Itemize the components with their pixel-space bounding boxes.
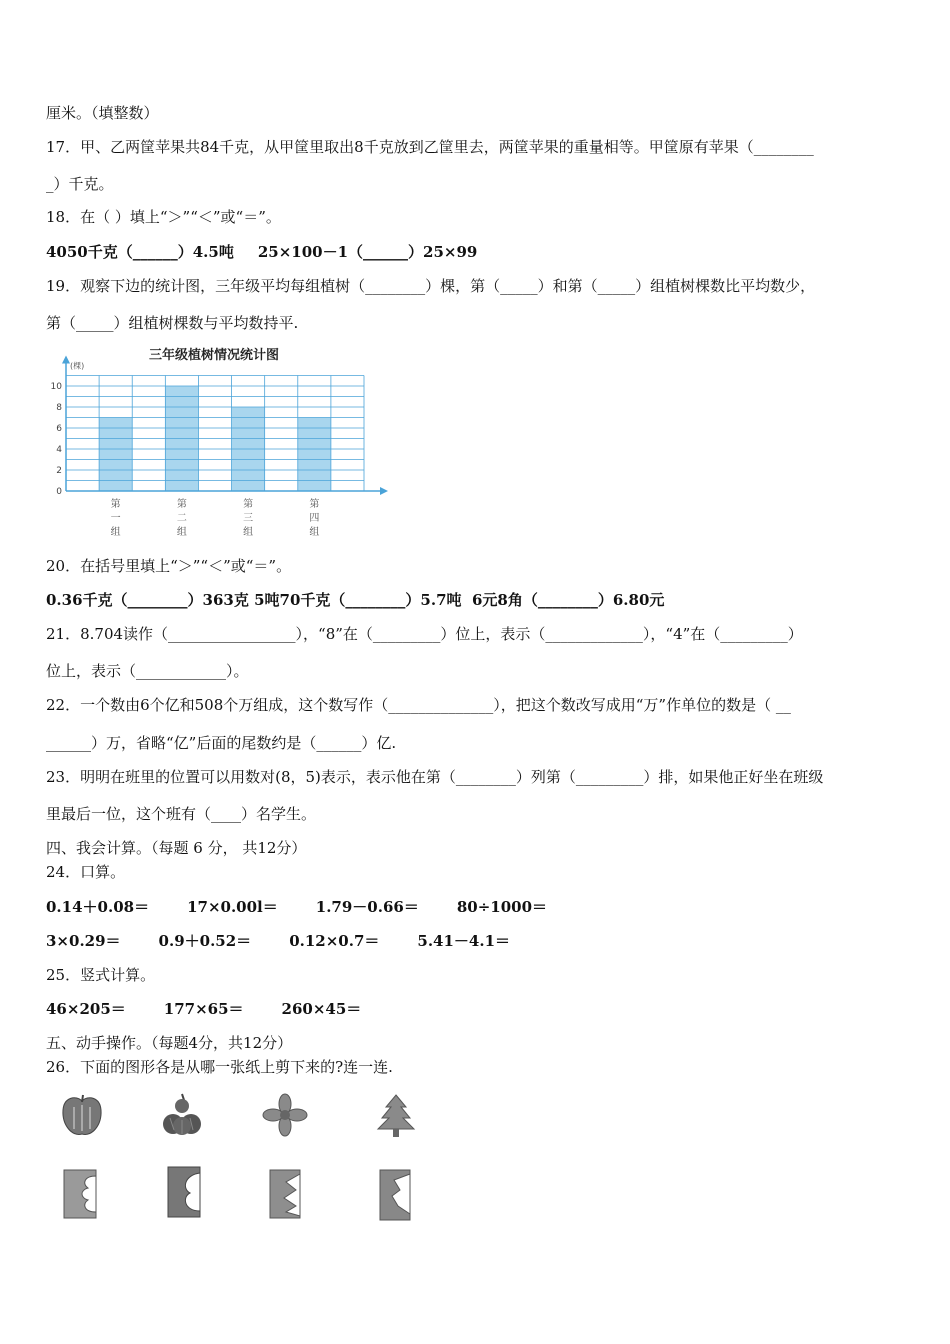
y-tick-label: 4 [56, 445, 62, 455]
tree-planting-chart [44, 343, 394, 538]
question-20-items [46, 590, 664, 610]
calc-2-3: 0.12×0.7＝ [289, 932, 380, 950]
calc-3-3: 260×45＝ [281, 1000, 362, 1018]
question-23-cont: 里最后一位，这个班有（____）名学生。 [46, 805, 317, 823]
bar-1 [99, 418, 132, 492]
calc-2-2: 0.9＋0.52＝ [158, 932, 252, 950]
y-axis-label: (棵) [70, 361, 85, 371]
flower-icon [262, 1093, 308, 1137]
paper-cutout-1 [62, 1168, 98, 1220]
calc-3-1: 46×205＝ [46, 1000, 126, 1018]
question-25: 25．竖式计算。 [46, 966, 156, 984]
x-tick-label: 二 [176, 513, 187, 524]
x-tick-label: 四 [309, 513, 320, 524]
calc-3-2: 177×65＝ [163, 1000, 244, 1018]
calc-2-1: 3×0.29＝ [46, 932, 121, 950]
paper-cutout-2 [166, 1165, 202, 1219]
q20-item-c: 6元8角（________）6.80元 [471, 591, 665, 609]
calc-row-2 [46, 931, 510, 951]
calc-1-3: 1.79－0.66＝ [315, 898, 419, 916]
calc-row-3 [46, 999, 361, 1019]
y-tick-label: 0 [56, 487, 62, 497]
calc-row-1 [46, 897, 547, 917]
calc-1-4: 80÷1000＝ [456, 898, 548, 916]
x-tick-label: 第 [243, 499, 254, 510]
x-tick-label: 第 [176, 499, 187, 510]
calc-1-1: 0.14＋0.08＝ [46, 898, 150, 916]
paper-cutout-3 [268, 1168, 302, 1220]
x-tick-label: 组 [309, 527, 320, 538]
question-24: 24．口算。 [46, 863, 126, 881]
section-5-heading: 五、动手操作。（每题4分，共12分） [46, 1034, 293, 1052]
q18-item-b: 25×100－1（______）25×99 [257, 243, 478, 261]
q20-item-b: 5吨70千克（________）5.7吨 [254, 591, 462, 609]
question-19: 19．观察下边的统计图，三年级平均每组植树（________）棵，第（_____）和第（_____）组植树棵数比平均数少， [46, 277, 816, 295]
calc-1-2: 17×0.00l＝ [187, 898, 278, 916]
x-tick-label: 组 [110, 527, 121, 538]
question-22-cont: ______）万，省略“亿”后面的尾数约是（______）亿. [46, 734, 397, 752]
bar-4 [298, 418, 331, 492]
q20-item-a: 0.36千克（________）363克 [46, 591, 249, 609]
gourd-icon [160, 1090, 204, 1140]
question-19-cont: 第（_____）组植树棵数与平均数持平. [46, 314, 299, 332]
line-cm: 厘米。（填整数） [46, 104, 159, 122]
question-21-cont: 位上，表示（____________）。 [46, 662, 249, 680]
y-tick-label: 2 [56, 466, 62, 476]
x-tick-label: 第 [110, 499, 121, 510]
q18-item-a: 4050千克（______）4.5吨 [46, 243, 234, 261]
y-tick-label: 8 [56, 403, 62, 413]
tree-icon [374, 1093, 418, 1139]
y-tick-label: 10 [50, 382, 62, 392]
y-tick-label: 6 [56, 424, 62, 434]
question-22: 22．一个数由6个亿和508个万组成，这个数写作（______________），把这个数改写成用“万”作单位的数是（ __ [46, 696, 791, 714]
y-axis-arrow [62, 356, 70, 364]
x-tick-label: 第 [309, 499, 320, 510]
paper-cutout-4 [378, 1168, 412, 1222]
question-23: 23．明明在班里的位置可以用数对(8，5)表示，表示他在第（________）列第（_________）排，如果他正好坐在班级 [46, 768, 824, 786]
question-18: 18．在（ ）填上“＞”“＜”或“＝”。 [46, 208, 281, 226]
section-4-heading: 四、我会计算。（每题 6 分， 共12分） [46, 839, 307, 857]
calc-2-4: 5.41－4.1＝ [417, 932, 511, 950]
x-tick-label: 组 [243, 527, 254, 538]
question-21: 21．8.704读作（_________________），“8”在（_________）位上，表示（_____________），“4”在（_________） [46, 625, 803, 643]
chart-title: 三年级植树情况统计图 [148, 348, 280, 363]
question-17-cont: _）千克。 [46, 175, 114, 193]
question-17: 17．甲、乙两筐苹果共84千克，从甲筐里取出8千克放到乙筐里去，两筐苹果的重量相等。甲筐原有苹果（________ [46, 138, 814, 156]
x-axis-arrow [380, 487, 388, 495]
question-20: 20．在括号里填上“＞”“＜”或“＝”。 [46, 557, 292, 575]
x-tick-label: 一 [110, 513, 121, 524]
apple-icon [58, 1093, 106, 1139]
x-tick-label: 组 [176, 527, 187, 538]
x-tick-label: 三 [243, 513, 254, 524]
question-18-items [46, 242, 477, 262]
question-26: 26．下面的图形各是从哪一张纸上剪下来的?连一连. [46, 1058, 393, 1076]
